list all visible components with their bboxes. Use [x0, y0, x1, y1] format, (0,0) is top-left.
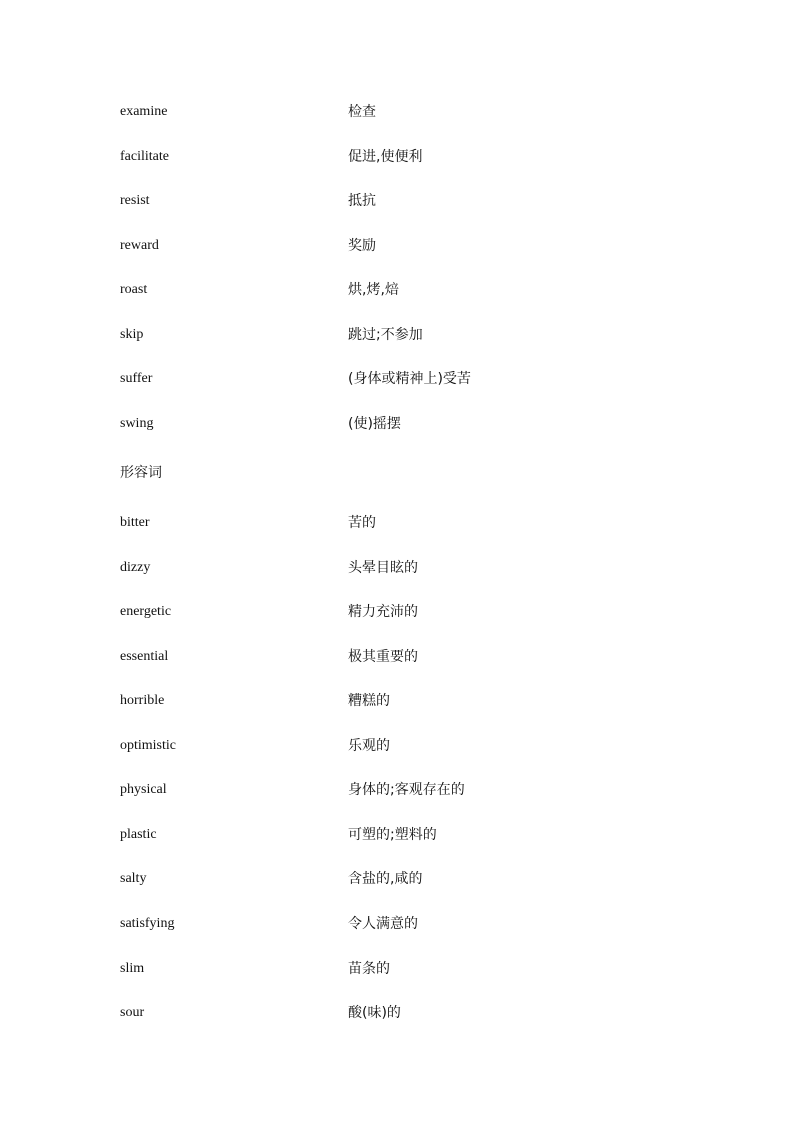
chinese-meaning: 乐观的	[348, 738, 390, 754]
vocab-row	[0, 145, 794, 169]
english-word: bitter	[120, 515, 150, 530]
vocab-row	[0, 100, 794, 124]
chinese-meaning: 含盐的,咸的	[348, 871, 423, 887]
chinese-meaning: 头晕目眩的	[348, 560, 418, 576]
chinese-meaning: (身体或精神上)受苦	[348, 371, 471, 387]
english-word: roast	[120, 282, 148, 297]
chinese-meaning: 极其重要的	[348, 649, 418, 665]
english-word: facilitate	[120, 149, 169, 164]
chinese-meaning: 令人满意的	[348, 916, 418, 932]
vocab-row	[0, 189, 794, 213]
english-word: energetic	[120, 604, 172, 619]
chinese-meaning: 可塑的;塑料的	[348, 827, 437, 843]
chinese-meaning: 苦的	[348, 515, 376, 531]
english-word: salty	[120, 871, 147, 886]
english-word: slim	[120, 961, 145, 976]
english-word: suffer	[120, 371, 153, 386]
vocab-row	[0, 957, 794, 981]
chinese-meaning: 跳过;不参加	[348, 327, 423, 343]
vocab-row	[0, 734, 794, 758]
english-word: essential	[120, 649, 169, 664]
chinese-meaning: (使)摇摆	[348, 416, 401, 432]
vocab-row	[0, 278, 794, 302]
vocab-row	[0, 600, 794, 624]
vocab-row	[0, 778, 794, 802]
english-word: examine	[120, 104, 168, 119]
vocab-row	[0, 556, 794, 580]
english-word: resist	[120, 193, 150, 208]
english-word: swing	[120, 416, 154, 431]
vocab-row	[0, 323, 794, 347]
section-heading: 形容词	[120, 465, 162, 481]
vocab-row	[0, 912, 794, 936]
english-word: sour	[120, 1005, 145, 1020]
chinese-meaning: 苗条的	[348, 961, 390, 977]
chinese-meaning: 精力充沛的	[348, 604, 418, 620]
chinese-meaning: 检查	[348, 104, 376, 120]
chinese-meaning: 身体的;客观存在的	[348, 782, 465, 798]
english-word: plastic	[120, 827, 157, 842]
english-word: horrible	[120, 693, 165, 708]
english-word: dizzy	[120, 560, 151, 575]
chinese-meaning: 酸(味)的	[348, 1005, 401, 1021]
english-word: satisfying	[120, 916, 175, 931]
vocab-row	[0, 867, 794, 891]
english-word: skip	[120, 327, 144, 342]
vocab-row	[0, 645, 794, 669]
vocab-row	[0, 823, 794, 847]
chinese-meaning: 烘,烤,焙	[348, 282, 399, 298]
vocab-row	[0, 511, 794, 535]
english-word: reward	[120, 238, 159, 253]
chinese-meaning: 抵抗	[348, 193, 376, 209]
english-word: optimistic	[120, 738, 176, 753]
vocab-row	[0, 367, 794, 391]
chinese-meaning: 奖励	[348, 238, 376, 254]
english-word: physical	[120, 782, 167, 797]
vocab-row	[0, 689, 794, 713]
vocab-row	[0, 234, 794, 258]
vocab-row	[0, 412, 794, 436]
chinese-meaning: 促进,使便利	[348, 149, 423, 165]
vocab-row	[0, 1001, 794, 1025]
chinese-meaning: 糟糕的	[348, 693, 390, 709]
